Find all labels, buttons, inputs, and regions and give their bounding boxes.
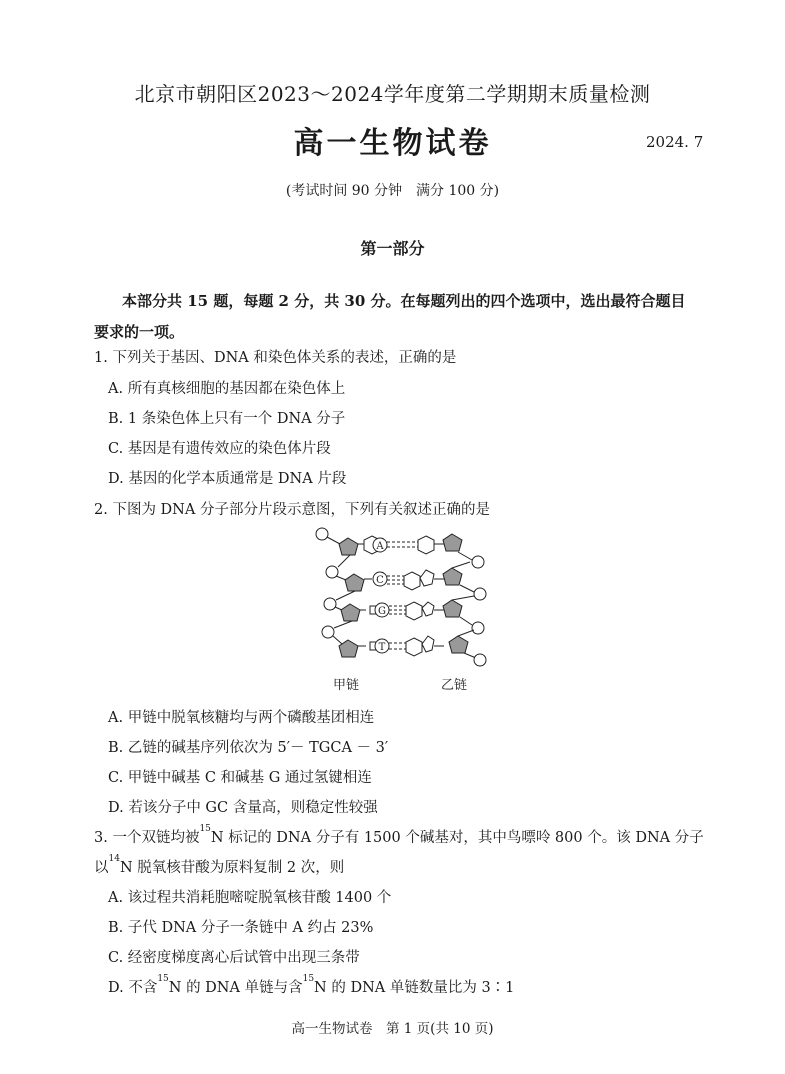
exam-header-title: 北京市朝阳区2023～2024学年度第二学期期末质量检测	[134, 82, 651, 106]
question-3-option-d: D. 不含$^{15}$N 的 DNA 单链与含$^{15}$N 的 DNA 单链数量比为 3∶1	[108, 974, 515, 996]
question-2-option-a: A. 甲链中脱氧核糖均与两个磷酸基团相连	[108, 710, 375, 726]
question-3-option-b: B. 子代 DNA 分子一条链中 A 约占 23%	[108, 920, 374, 936]
question-2-stem: 2. 下图为 DNA 分子部分片段示意图，下列有关叙述正确的是	[94, 502, 490, 518]
question-3-stem-line-1: 3. 一个双链均被$^{15}$N 标记的 DNA 分子有 1500 个碱基对，其中鸟嘌呤 800 个。该 DNA 分子	[94, 824, 704, 846]
question-2-option-c: C. 甲链中碱基 C 和碱基 G 通过氢键相连	[108, 770, 372, 786]
question-3-stem-line-2: 以$^{14}$N 脱氧核苷酸为原料复制 2 次，则	[94, 854, 345, 876]
subject-title: 高一生物试卷	[293, 126, 492, 161]
question-2-option-d: D. 若该分子中 GC 含量高，则稳定性较强	[108, 800, 378, 816]
question-1-option-d: D. 基因的化学本质通常是 DNA 片段	[108, 471, 347, 487]
page-footer: 高一生物试卷 第 1 页(共 10 页)	[291, 1021, 494, 1037]
part-title: 第一部分	[360, 239, 425, 258]
base-g-label: G	[378, 606, 386, 617]
base-c-label: C	[376, 575, 384, 586]
question-1-stem: 1. 下列关于基因、DNA 和染色体关系的表述，正确的是	[94, 350, 457, 366]
part-instructions: 本部分共 15 题，每题 2 分，共 30 分。在每题列出的四个选项中，选出最符合题目要求的一项。	[94, 292, 686, 341]
chain-yi-label: 乙链	[440, 678, 468, 693]
dna-fragment-figure	[300, 522, 500, 698]
question-1-option-c: C. 基因是有遗传效应的染色体片段	[108, 441, 331, 457]
question-3-option-a: A. 该过程共消耗胞嘧啶脱氧核苷酸 1400 个	[108, 890, 392, 906]
question-1-option-a: A. 所有真核细胞的基因都在染色体上	[108, 381, 346, 397]
exam-time-note: (考试时间 90 分钟 满分 100 分)	[285, 183, 500, 199]
question-2-option-b: B. 乙链的碱基序列依次为 5′－ TGCA － 3′	[108, 740, 389, 756]
base-t-label: T	[378, 642, 386, 653]
question-3-option-c: C. 经密度梯度离心后试管中出现三条带	[108, 950, 360, 966]
base-a-label: A	[376, 541, 384, 552]
question-1-option-b: B. 1 条染色体上只有一个 DNA 分子	[108, 411, 346, 427]
exam-date: 2024. 7	[646, 133, 704, 151]
chain-jia-label: 甲链	[332, 678, 360, 693]
